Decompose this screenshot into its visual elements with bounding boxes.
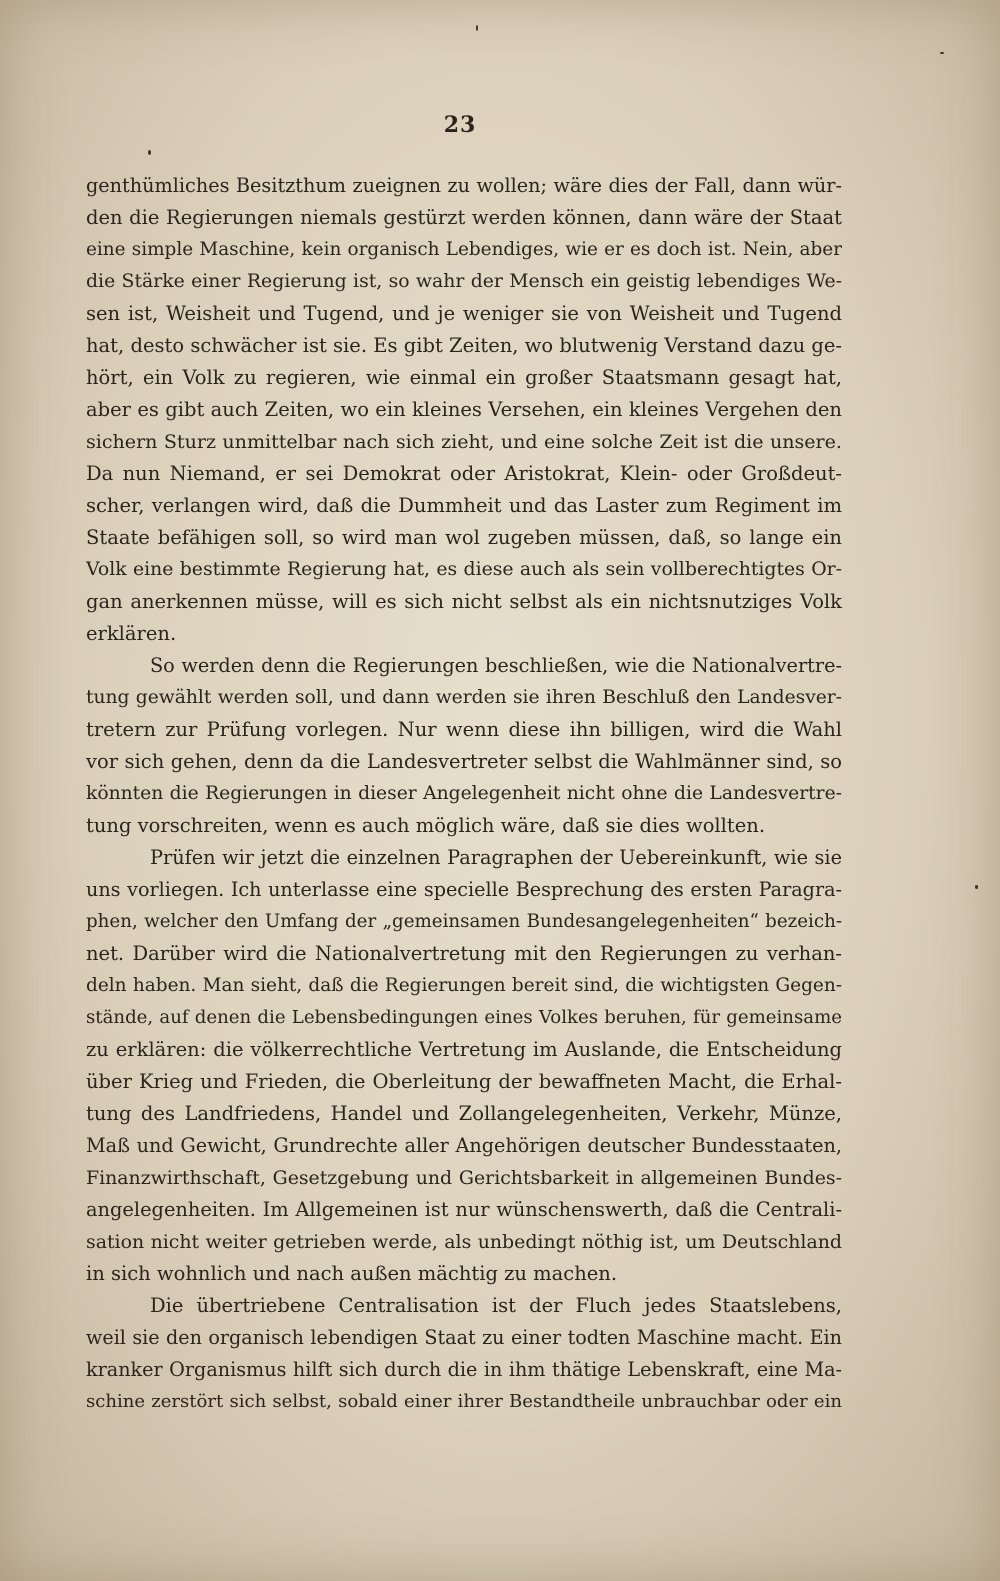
text-line: phen, welcher den Umfang der „gemeinsamen Bundesangelegenheiten“ bezeich- (86, 911, 842, 932)
text-line: hat, desto schwächer ist sie. Es gibt Zeiten, wo blutwenig Verstand dazu ge- (86, 334, 842, 357)
text-line: Die übertriebene Centralisation ist der Fluch jedes Staatslebens, (150, 1294, 842, 1317)
page-number: 23 (443, 112, 477, 138)
text-line: sen ist, Weisheit und Tugend, und je weniger sie von Weisheit und Tugend (86, 302, 842, 325)
text-line: sation nicht weiter getrieben werde, als unbedingt nöthig ist, um Deutschland (86, 1231, 842, 1253)
text-line: kranker Organismus hilft sich durch die in ihm thätige Lebenskraft, eine Ma- (86, 1358, 842, 1381)
text-line: in sich wohnlich und nach außen mächtig zu machen. (86, 1262, 618, 1285)
text-line: So werden denn die Regierungen beschließen, wie die Nationalvertre- (150, 654, 842, 677)
print-speck (940, 52, 944, 54)
text-line: Staate befähigen soll, so wird man wol zugeben müssen, daß, so lange ein (86, 526, 842, 549)
print-speck (476, 25, 478, 31)
text-line: gan anerkennen müsse, will es sich nicht selbst als ein nichtsnutziges Volk (86, 590, 842, 613)
body-text (86, 170, 842, 1418)
text-line: eine simple Maschine, kein organisch Lebendiges, wie er es doch ist. Nein, aber (86, 239, 842, 260)
text-line: tung gewählt werden soll, und dann werden sie ihren Beschluß den Landesver- (86, 687, 842, 708)
text-line: tung des Landfriedens, Handel und Zollangelegenheiten, Verkehr, Münze, (86, 1102, 842, 1125)
print-speck (148, 150, 151, 155)
text-line: uns vorliegen. Ich unterlasse eine specielle Besprechung des ersten Paragra- (86, 878, 842, 901)
text-line: genthümliches Besitzthum zueignen zu wollen; wäre dies der Fall, dann wür- (86, 174, 842, 197)
text-line: scher, verlangen wird, daß die Dummheit und das Laster zum Regiment im (86, 494, 842, 517)
text-line: tretern zur Prüfung vorlegen. Nur wenn diese ihn billigen, wird die Wahl (86, 718, 842, 741)
text-line: deln haben. Man sieht, daß die Regierungen bereit sind, die wichtigsten Gegen- (86, 975, 842, 996)
text-line: weil sie den organisch lebendigen Staat zu einer todten Maschine macht. Ein (86, 1326, 842, 1349)
text-line: den die Regierungen niemals gestürzt werden können, dann wäre der Staat (86, 206, 842, 229)
text-line: Volk eine bestimmte Regierung hat, es diese auch als sein vollberechtigtes Or- (86, 559, 842, 580)
text-line: schine zerstört sich selbst, sobald einer ihrer Bestandtheile unbrauchbar oder ein (86, 1391, 842, 1412)
text-line: über Krieg und Frieden, die Oberleitung der bewaffneten Macht, die Erhal- (86, 1070, 842, 1093)
text-line: Maß und Gewicht, Grundrechte aller Angehörigen deutscher Bundesstaaten, (86, 1134, 842, 1157)
text-line: sichern Sturz unmittelbar nach sich zieht, und eine solche Zeit ist die unsere. (86, 431, 842, 453)
text-line: Da nun Niemand, er sei Demokrat oder Aristokrat, Klein- oder Großdeut- (86, 462, 842, 485)
text-line: zu erklären: die völkerrechtliche Vertretung im Auslande, die Entscheidung (86, 1038, 842, 1061)
text-line: angelegenheiten. Im Allgemeinen ist nur wünschenswerth, daß die Centrali- (86, 1198, 842, 1221)
text-line: aber es gibt auch Zeiten, wo ein kleines Versehen, ein kleines Vergehen den (86, 398, 842, 421)
text-line: die Stärke einer Regierung ist, so wahr der Mensch ein geistig lebendiges We- (86, 271, 842, 292)
print-speck (975, 885, 978, 889)
text-line: erklären. (86, 622, 177, 645)
text-line: tung vorschreiten, wenn es auch möglich wäre, daß sie dies wollten. (86, 814, 766, 837)
text-line: Prüfen wir jetzt die einzelnen Paragraphen der Uebereinkunft, wie sie (150, 846, 842, 869)
text-line: hört, ein Volk zu regieren, wie einmal ein großer Staatsmann gesagt hat, (86, 366, 842, 389)
text-line: vor sich gehen, denn da die Landesvertreter selbst die Wahlmänner sind, so (86, 750, 842, 773)
text-line: könnten die Regierungen in dieser Angelegenheit nicht ohne die Landesvertre- (86, 783, 842, 804)
text-line: stände, auf denen die Lebensbedingungen eines Volkes beruhen, für gemeinsame (86, 1007, 842, 1028)
text-line: Finanzwirthschaft, Gesetzgebung und Gerichtsbarkeit in allgemeinen Bundes- (86, 1167, 842, 1189)
text-line: net. Darüber wird die Nationalvertretung mit den Regierungen zu verhan- (86, 942, 842, 965)
